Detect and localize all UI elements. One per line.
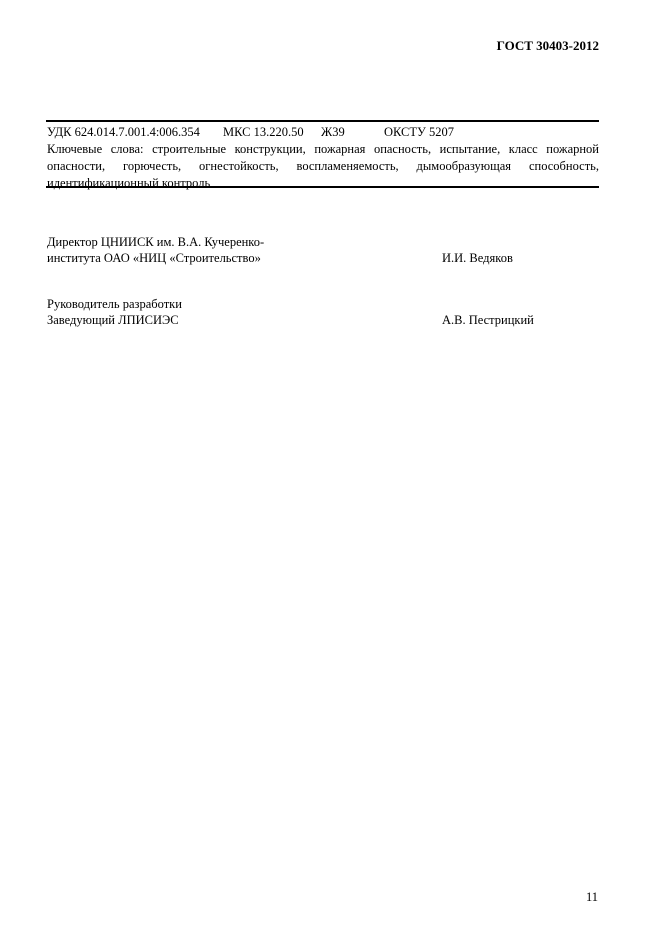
zh-code: Ж39 bbox=[321, 125, 345, 139]
signatory-position-line bbox=[47, 250, 599, 266]
signatory-name: А.В. Пестрицкий bbox=[442, 313, 534, 327]
okstu-code: ОКСТУ 5207 bbox=[384, 125, 455, 139]
signatory-position-line: Руководитель разработки bbox=[47, 297, 182, 311]
signatory-name: И.И. Ведяков bbox=[442, 251, 513, 265]
signatory-block bbox=[47, 296, 599, 328]
udk-code: УДК 624.014.7.001.4:006.354 bbox=[47, 125, 200, 139]
signatory-position-line bbox=[47, 312, 599, 328]
document-code: ГОСТ 30403-2012 bbox=[496, 38, 599, 53]
keywords-text: Ключевые слова: строительные конструкции, пожарная опасность, испытание, класс пожарной опасности, горючесть, огнестойкость, воспламеняемость, дымообразующая способность, идентификационный контроль bbox=[47, 142, 599, 190]
signatory-position-line: Директор ЦНИИСК им. В.А. Кучеренко- bbox=[47, 235, 265, 249]
bottom-divider bbox=[46, 186, 599, 188]
signatory-position-text: института ОАО «НИЦ «Строительство» bbox=[47, 251, 261, 265]
top-divider bbox=[46, 120, 599, 122]
signatory-position-text: Заведующий ЛПИСИЭС bbox=[47, 313, 179, 327]
page-number: 11 bbox=[585, 890, 598, 904]
classification-line bbox=[47, 125, 454, 140]
signatory-block bbox=[47, 234, 599, 266]
mks-code: МКС 13.220.50 bbox=[223, 125, 304, 139]
